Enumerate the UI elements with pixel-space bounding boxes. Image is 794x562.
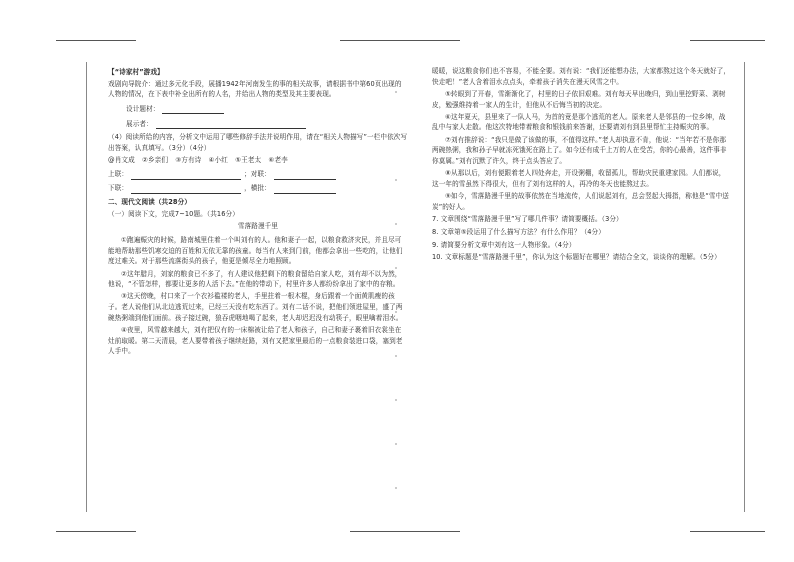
- story-paragraph-1: ①跑遍赈灾的时候，路南城里住着一个叫刘有的人。他和妻子一起，以粮食救济灾民，并且尽可能地帮助那些饥寒交迫的百姓和无依无靠的孩童。每当有人来到门前，他都会拿出一些吃的，让他们度过难关。对于那些流落街头的孩子，他更是倾尽全力地照顾。: [108, 236, 403, 266]
- story-paragraph-7: ⑥这年夏天，县里来了一队人马，为首的竟是那个逃荒的老人。原来老人是邻县的一位乡绅，战乱中与家人走散。他这次特地带着粮食和银钱前来答谢，还要请刘有到县里帮忙主持赈灾的事。: [432, 112, 726, 132]
- fill-label-1: 上联：: [108, 170, 129, 179]
- left-page: [108, 66, 408, 514]
- crop-mark-top-right: [690, 40, 765, 41]
- section-title: 二、现代文阅读（共28分）: [108, 198, 192, 207]
- crop-mark-bottom-right: [690, 531, 765, 532]
- crop-mark-top-mid: [340, 40, 460, 41]
- crop-mark-bottom-left: [56, 531, 136, 532]
- activity-intro: 戏剧向导院介：通过多元化手段，展播1942年河南发生的事的相关故事，请根据书中第60页出现的人物的情况，在下表中补全出所有的人名，并给出人物的类型及其主要表现。: [108, 79, 402, 99]
- crop-mark-top-left: [56, 40, 136, 41]
- story-paragraph-9: ⑧从那以后，刘有便跟着老人四处奔走，开设粥棚，收留孤儿，帮助灾民重建家园。人们都说，这一年的雪虽然下得很大，但有了刘有这样的人，再冷的冬天也能熬过去。: [432, 169, 726, 188]
- story-paragraph-4: ④夜里，风雪越来越大，刘有把仅有的一床棉被让给了老人和孩子，自己和妻子裹着旧衣裳坐在灶前取暖。第二天清晨，老人要带着孩子继续赶路，刘有又把家里最后的一点粮食装进口袋，塞到老人手中。: [108, 325, 403, 356]
- form-blank-theme[interactable]: [162, 105, 224, 114]
- margin-line-right: [744, 62, 745, 512]
- fill-label-2: 下联：: [108, 184, 129, 193]
- fill-blank-1a[interactable]: [131, 172, 241, 180]
- question-10: 10. 文章标题是“雪落路漫千里”，你认为这个标题好在哪里？请结合全文，谈谈你的理解。（5分）: [432, 253, 721, 262]
- fill-row-1: [108, 170, 408, 180]
- story-paragraph-2: ②这年腊月，刘家的粮食已不多了，有人建议他把剩下的粮食留给自家人吃，刘有却不以为然，他说，“不管怎样，都要让更多的人活下去。”在他的带动下，村里许多人都纷纷拿出了家中的存粮。: [108, 269, 402, 289]
- fill-tail-2: ，横批：: [244, 184, 271, 193]
- margin-line-left: [86, 62, 87, 512]
- story-title: 雪落路漫千里: [237, 222, 279, 231]
- form-blank-presenter[interactable]: [156, 120, 306, 129]
- form-row-theme: [126, 103, 408, 115]
- story-paragraph-10: ⑨如今，雪落路漫千里的故事依然在当地流传，人们说起刘有，总会竖起大拇指，称他是“雪中送炭”的好人。: [432, 191, 729, 211]
- form-label-presenter: 展示者：: [126, 119, 153, 128]
- fill-tail-1: ；对联：: [244, 170, 271, 179]
- right-page: [432, 66, 732, 514]
- form-label-theme: 设计题材：: [126, 104, 160, 113]
- form-row-presenter: [126, 118, 408, 130]
- fill-blank-1b[interactable]: [274, 172, 336, 180]
- story-paragraph-5: 暖暖，说这粮食你们也不容易，不能全要。刘有说：“我们还能想办法，大家都熬过这个冬天就好了，快走吧！”老人含着泪水点点头，牵着孩子消失在漫天风雪之中。: [432, 67, 731, 86]
- fill-blank-2b[interactable]: [274, 186, 336, 194]
- question-8: 8. 文章第⑤段运用了什么描写方法？有什么作用？（4分）: [432, 227, 605, 236]
- activity-header: 【“诗家村”游戏】: [108, 68, 164, 76]
- question-4: （4）阅读所给的内容，分析文中运用了哪些修辞手法并说明作用，请在“相关人物描写”一栏中依次写出答案，认真填写。（3分）（4分）: [108, 133, 408, 152]
- story-paragraph-3: ③这天傍晚，村口来了一个衣衫褴褛的老人，手里拄着一根木棍，身后跟着一个面黄肌瘦的孩子。老人说他们从北边逃荒过来，已经三天没有吃东西了。刘有二话不说，把他们领进屋里，盛了两碗热粥端到他们面前。孩子接过碗，狼吞虎咽地喝了起来，老人却迟迟没有动筷子，眼里噙着泪水。: [108, 292, 403, 322]
- story-paragraph-8: ⑦刘有推辞说：“我只是做了该做的事，不值得这样。”老人却执意不肯，他说：“当年若不是你那两碗热粥，我和孙子早就冻死饿死在路上了。如今还有成千上万的人在受苦，你的心最善，这件事非你莫属。”刘有沉默了许久，终于点头答应了。: [432, 135, 727, 165]
- story-paragraph-6: ⑤转眼到了开春，雪渐渐化了，村里的日子依旧艰难。刘有每天早出晚归，到山里挖野菜、剥树皮，勉强维持着一家人的生计，但他从不后悔当初的决定。: [432, 89, 726, 109]
- question-9: 9. 请简要分析文章中刘有这一人物形象。（4分）: [432, 240, 576, 249]
- fill-blank-2a[interactable]: [131, 186, 241, 194]
- fill-row-2: [108, 184, 408, 194]
- question-7: 7. 文章围绕“雪落路漫千里”写了哪几件事？请简要概括。（3分）: [432, 215, 623, 224]
- crop-mark-bottom-mid: [350, 531, 460, 532]
- sub-title: （一）阅读下文，完成7~10题。（共16分）: [108, 209, 239, 218]
- option-tags: @肖文成 ②乡亲们 ③方有诗 ④小红 ⑤王老太 ⑥老李: [108, 156, 288, 165]
